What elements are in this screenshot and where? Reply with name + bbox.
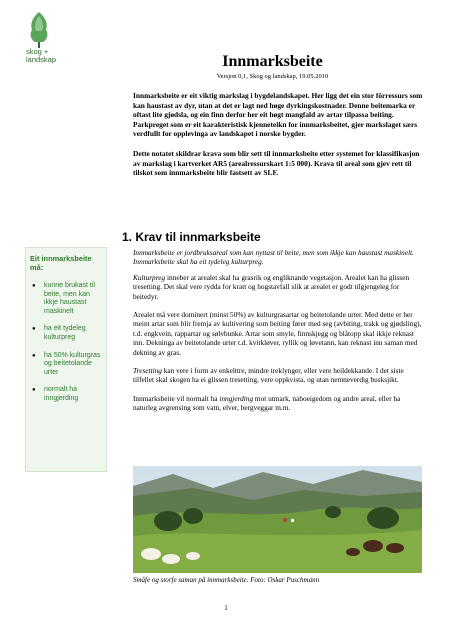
section-heading: 1. Krav til innmarksbeite xyxy=(122,230,261,244)
page-number: 1 xyxy=(224,604,228,612)
paragraph-tresetting-text: kan vere i form av enkelttre, mindre treklynger, eller vere heildekkande. I det siste tilfellet skal skogen ha ei glissen tresetting, vere oppkvista, og utan nemneverdig busksjikt. xyxy=(133,366,404,385)
sidebar-item: ● ha 50% kulturgras og beitetolande urter xyxy=(30,352,102,378)
paragraph-inngjerding xyxy=(133,394,423,413)
version-line: Versjon 0,1, Skog og landskap, 19.05.2010 xyxy=(216,73,329,80)
logo-line-2: landskap xyxy=(26,55,57,64)
term-tresetting: Tresetting xyxy=(133,366,162,376)
photo-caption: Småfe og storfe saman på innmarksbeite. Foto: Oskar Puschmann xyxy=(133,576,320,584)
sidebar-item: ● kunne brukast til beite, men kan ikkje haustast maskinelt xyxy=(30,282,102,316)
pasture-photo-image xyxy=(133,466,422,573)
intro-section xyxy=(133,91,423,188)
intro-paragraph-1: Innmarksbeite er eit viktig markslag i bygdelandskapet. Her ligg det ein stor fôrressurs som kan haustast av dyr, utan at det er lagt ned høge dyrkingskostnader. Denne beitemarka er oftast lite gjødsla, og ein finn derfor her eit høgt mangfald av artar tilpassa beiting. Parkpreget som er eit karakteristisk kjenneteikn for innmarksbeitet, gjer markslaget særs verdfullt for opplevinga av landskapet i norske bygder. xyxy=(133,91,423,139)
paragraph-inngjerding-text: mot utmark, naboeigedom og andre areal, eller ha naturleg avgrensing som vatn, elver, bergveggar m.m. xyxy=(133,393,401,413)
sidebar-list xyxy=(30,282,102,404)
lead-paragraph xyxy=(133,248,423,267)
tree-logo-icon xyxy=(26,10,52,50)
sidebar-item: ● ha eit tydeleg kulturpreg xyxy=(30,325,102,342)
logo-text xyxy=(26,48,76,64)
paragraph-kulturpreg-text: inneber at arealet skal ha grasrik og engliknande vegetasjon. Arealet kan ha glissen tresetting. Det skal vere rydda for kratt og hogstavfall slik at arealet er godt tilgjengeleg for beitedyr. xyxy=(133,272,410,301)
page-title: Innmarksbeite xyxy=(222,53,323,70)
section-body xyxy=(133,248,423,422)
sidebar-item: ● normalt ha inngjerding xyxy=(30,386,102,403)
lead-text: Innmarksbeite er jordbruksareal som kan nyttast til beite, men som ikkje kan haustast maskinelt. Innmarksbeite skal ha eit tydeleg kulturpreg. xyxy=(133,248,414,267)
intro-paragraph-2: Dette notatet skildrar krava som blir sett til innmarksbeite etter systemet for klassifikasjon av markslag i kartverket AR5 (arealressurskart 1:5 000). Krava til areal som gjev rett til tilskot som innmarksbeite blir fastsett av SLF. xyxy=(133,148,420,178)
paragraph-tresetting xyxy=(133,366,423,385)
logo-line-1: skog + xyxy=(26,47,49,56)
landscape-photo xyxy=(133,466,422,573)
paragraph-inngjerding-pre: Innmarksbeite vil normalt ha xyxy=(133,393,220,403)
paragraph-kulturpreg xyxy=(133,273,423,301)
sidebar-title: Eit innmarksbeite må: xyxy=(30,254,92,272)
paragraph-dominance: Arealet må vere dominert (minst 50%) av kulturgrasartar og beitetolande urter. Med dette er her meint artar som blir fremja av kultivering som beiting fører med seg (avbiting, trakk og gjødsling), t.d. engkvein, rappartar og sølvbunke. Artar som smyle, finnskjegg og blåtopp skal ikkje reknast inn. Dekninga av beitetolande urter t.d. kvitkløver, ryllik og løvetann, kan reknast inn saman med dekning av gras. xyxy=(133,310,422,357)
term-kulturpreg: Kulturpreg xyxy=(133,272,166,282)
term-inngjerding: inngjerding xyxy=(219,393,254,403)
requirements-sidebar xyxy=(25,247,107,472)
